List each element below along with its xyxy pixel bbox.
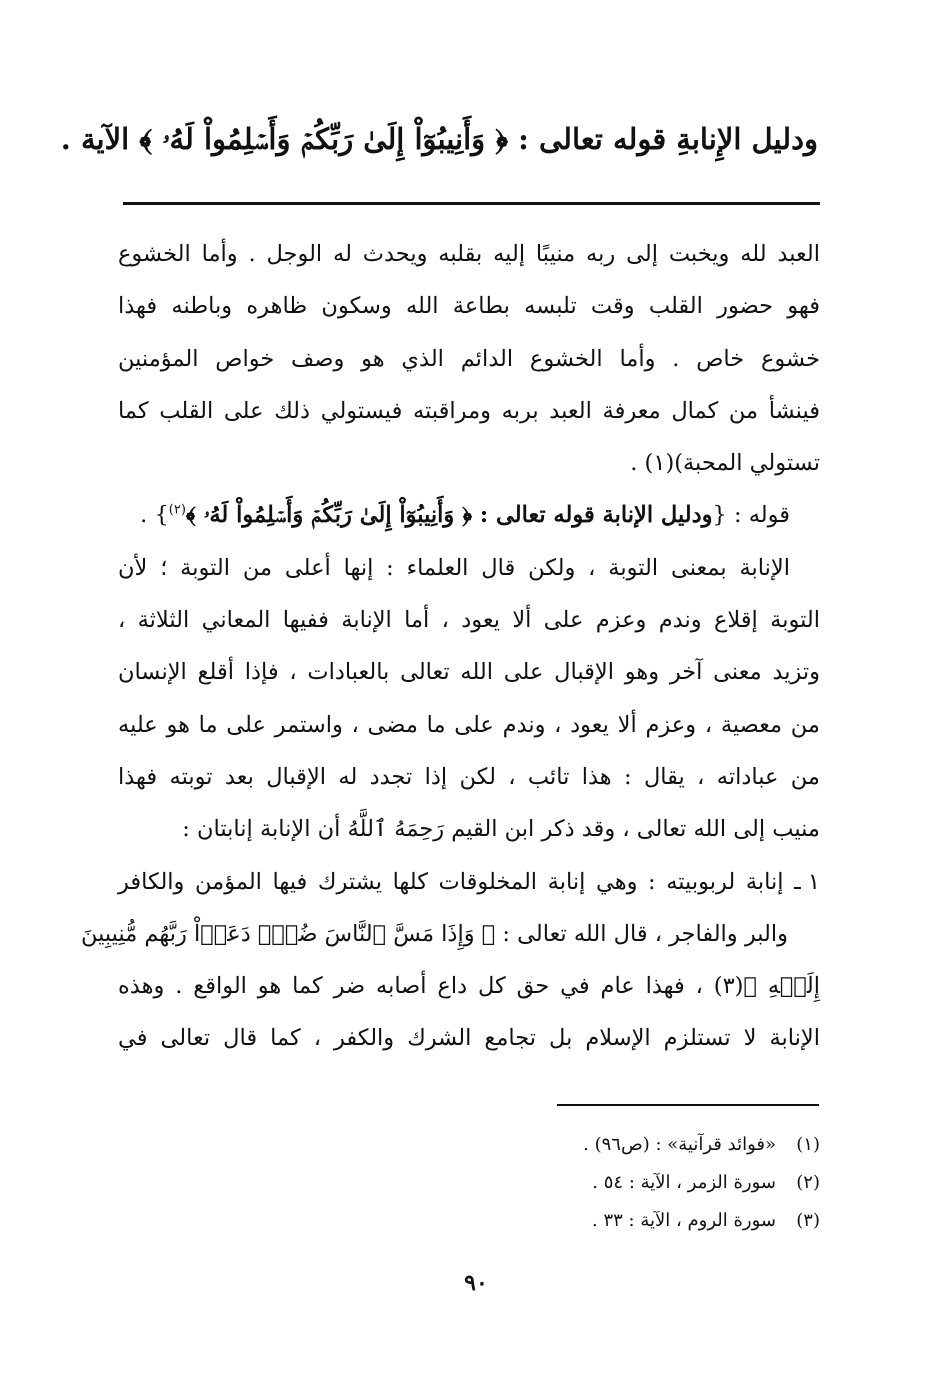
text-line: من معصية ، وعزم ألا يعود ، وندم على ما مضى ، واستمر على ما هو عليه: [118, 711, 820, 738]
header-divider: [123, 202, 820, 205]
quote-suffix: } .: [140, 502, 169, 529]
text-line: التوبة إقلاع وندم وعزم على ألا يعود ، أما الإنابة ففيها المعاني الثلاثة ،: [118, 607, 820, 634]
text-line: إِلَيۡهِ ﴾(٣) ، فهذا عام في حق كل داع أصابه ضر كما هو الواقع . وهذه: [118, 973, 820, 1000]
footnote-number: (٢): [796, 1172, 820, 1193]
quote-bold: ودليل الإنابة قوله تعالى : ﴿ وَأَنِيبُوٓاْ إِلَىٰ رَبِّكُمۡ وَأَسۡلِمُواْ لَهُۥ ﴾: [185, 502, 713, 529]
text-line: الإنابة لا تستلزم الإسلام بل تجامع الشرك والكفر ، كما قال تعالى في: [118, 1025, 820, 1052]
text-line: منيب إلى الله تعالى ، وقد ذكر ابن القيم رَحِمَهُ ٱللَّهُ أن الإنابة إنابتان :: [182, 816, 820, 843]
text-line: والبر والفاجر ، قال الله تعالى : ﴿ وَإِذَا مَسَّ ٱلنَّاسَ ضُرّٞ دَعَوۡاْ رَبَّهُم مُّنِيبِينَ: [80, 920, 788, 947]
text-line: من عباداته ، يقال : هذا تائب ، لكن إذا تجدد له الإقبال بعد توبته فهذا: [118, 763, 820, 790]
footnote-number: (١): [796, 1134, 820, 1155]
footnote: [583, 1202, 820, 1240]
list-item-text: إنابة لربوبيته : وهي إنابة المخلوقات كلها يشترك فيها المؤمن والكافر: [118, 868, 784, 895]
page-number: ٩٠: [464, 1270, 488, 1296]
text-line: تستولي المحبة)(١) .: [630, 450, 820, 477]
footnote-number: (٣): [796, 1210, 820, 1231]
footnote: [583, 1164, 820, 1202]
footnotes: [583, 1126, 820, 1240]
footnote-text: سورة الزمر ، الآية : ٥٤ .: [592, 1172, 776, 1193]
running-header: ودليل الإِنابةِ قوله تعالى : ﴿ وَأَنِيبُوٓاْ إِلَىٰ رَبِّكُمۡ وَأَسۡلِمُواْ لَهُۥ ﴾ الآية .: [60, 122, 818, 156]
footnote: [583, 1126, 820, 1164]
text-line: خشوع خاص . وأما الخشوع الدائم الذي هو وصف خواص المؤمنين: [118, 345, 820, 372]
footnote-text: «فوائد قرآنية» : (ص٩٦) .: [583, 1134, 776, 1155]
text-line: الإنابة بمعنى التوبة ، ولكن قال العلماء : إنها أعلى من التوبة ؛ لأن: [118, 554, 790, 581]
quote-prefix: قوله : {: [712, 502, 790, 529]
quoted-heading: [118, 489, 820, 541]
text-line: العبد لله ويخبت إلى ربه منيبًا إليه بقلبه ويحدث له الوجل . وأما الخشوع: [118, 241, 820, 267]
text-line: فهو حضور القلب وقت تلبسه بطاعة الله وسكون ظاهره وباطنه فهذا: [118, 293, 820, 320]
main-text: [80, 228, 821, 1065]
list-number: ١ ـ: [794, 868, 821, 895]
text-line: فينشأ من كمال معرفة العبد بربه ومراقبته فيستولي ذلك على القلب كما: [118, 397, 820, 424]
footnote-text: سورة الروم ، الآية : ٣٣ .: [592, 1210, 776, 1231]
footnote-divider: [557, 1104, 819, 1106]
footnote-ref: (٢): [168, 502, 186, 518]
list-item-1-first-line: [118, 856, 820, 908]
text-line: وتزيد معنى آخر وهو الإقبال على الله تعالى بالعبادات ، فإذا أقلع الإنسان: [118, 659, 820, 686]
